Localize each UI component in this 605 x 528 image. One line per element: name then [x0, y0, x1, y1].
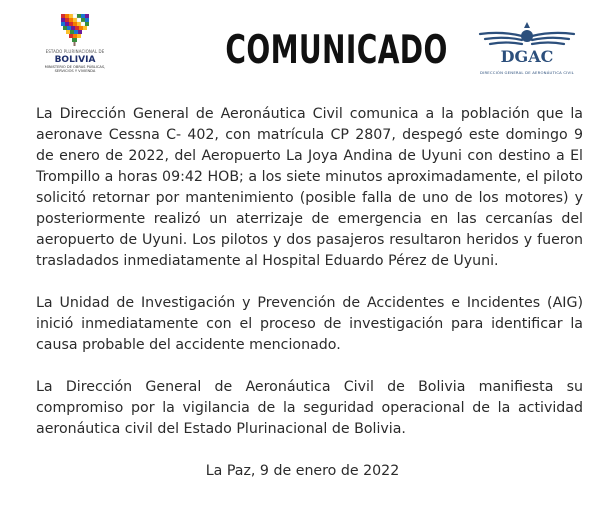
bolivia-coat-of-arms-icon	[58, 12, 92, 50]
ministry-name-line1: MINISTERIO DE OBRAS PÚBLICAS,	[44, 65, 106, 69]
dgac-acronym: DGAC	[500, 47, 554, 66]
paragraph-investigation: La Unidad de Investigación y Prevención de Accidentes e Incidentes (AIG) inició inmediatamente con el proceso de investigación para identificar la causa probable del accidente mencionado.	[36, 295, 583, 353]
communique-body	[36, 104, 583, 461]
paragraph-commitment: La Dirección General de Aeronáutica Civil de Bolivia manifiesta su compromiso por la vigilancia de la seguridad operacional de la actividad aeronáutica civil del Estado Plurinacional de Bolivia.	[36, 379, 583, 437]
dgac-logo	[472, 22, 582, 78]
header	[0, 0, 605, 100]
place-and-date: La Paz, 9 de enero de 2022	[205, 463, 400, 479]
country-name: BOLIVIA	[54, 55, 96, 65]
ministry-name-line2: SERVICIOS Y VIVIENDA	[54, 69, 96, 74]
dgac-subtitle: DIRECCIÓN GENERAL DE AERONÁUTICA CIVIL	[480, 70, 574, 75]
paragraph-incident: La Dirección General de Aeronáutica Civil comunica a la población que la aeronave Cessna C- 402, con matrícula CP 2807, despegó este domingo 9 de enero de 2022, del Aeropuerto La Joya Andina de Uyuni con destino a El Trompillo a horas 09:42 HOB; a los siete minutos aproximadamente, el piloto solicitó retornar por mantenimiento (posible falla de uno de los motores) y posteriormente realizó un aterrizaje de emergencia en las cercanías del aeropuerto de Uyuni. Los pilotos y dos pasajeros resultaron heridos y fueron trasladados inmediatamente al Hospital Eduardo Pérez de Uyuni.	[36, 106, 583, 269]
bolivia-ministry-logo	[36, 12, 114, 88]
dgac-wings-icon	[472, 22, 582, 66]
page-title: COMUNICADO	[225, 28, 448, 73]
state-label: ESTADO PLURINACIONAL DE	[45, 49, 105, 54]
